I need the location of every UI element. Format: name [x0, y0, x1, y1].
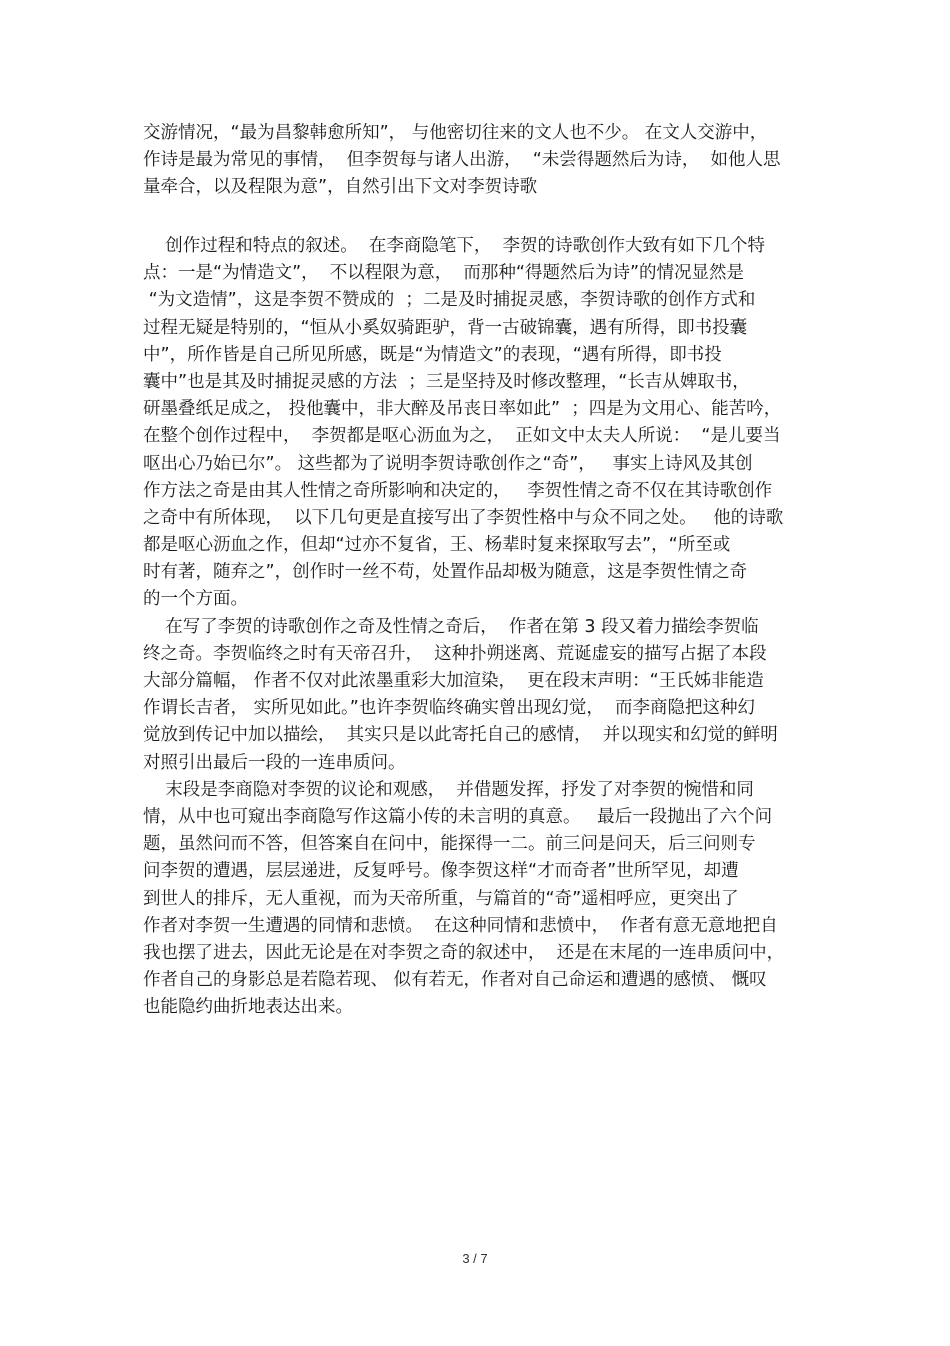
- text-line: 作方法之奇是由其人性情之奇所影响和决定的， 李贺性情之奇不仅在其诗歌创作: [143, 480, 773, 501]
- text-line: 呕出心乃始已尔”。 这些都为了说明李贺诗歌创作之“奇”， 事实上诗风及其创: [143, 453, 753, 474]
- text-line: 作诗是最为常见的事情， 但李贺每与诸人出游， “未尝得题然后为诗， 如他人思: [143, 150, 781, 171]
- text-line: 之奇中有所体现， 以下几句更是直接写出了李贺性格中与众不同之处。 他的诗歌: [143, 507, 784, 528]
- text-line: 的一个方面。: [143, 589, 248, 610]
- text-line: 我也摆了进去，因此无论是在对李贺之奇的叙述中， 还是在末尾的一连串质问中，: [143, 942, 785, 963]
- text-line: 都是呕心沥血之作，但却“过亦不复省，王、杨辈时复来探取写去”，“所至或: [143, 535, 731, 556]
- text-line: 点：一是“为情造文”， 不以程限为意， 而那种“得题然后为诗”的情况显然是: [143, 263, 745, 284]
- page-number: 3 / 7: [462, 1251, 488, 1266]
- text-line: 大部分篇幅， 作者不仅对此浓墨重彩大加渲染， 更在段末声明：“王氏姊非能造: [143, 671, 764, 691]
- text-line: 对照引出最后一段的一连串质问。: [143, 752, 406, 773]
- text-line: 题，虽然问而不答，但答案自在问中，能探得一二。前三问是问天，后三问则专: [143, 834, 756, 855]
- text-line: 情，从中也可窥出李商隐写作这篇小传的未言明的真意。 最后一段抛出了六个问: [143, 806, 773, 827]
- text-line: 觉放到传记中加以描绘， 其实只是以此寄托自己的感情， 并以现实和幻觉的鲜明: [143, 725, 778, 746]
- text-line: 研墨叠纸足成之， 投他囊中，非大醉及吊丧日率如此” ；四是为文用心、能苦吟，: [143, 399, 782, 420]
- text-line: 过程无疑是特别的，“恒从小奚奴骑距驴，背一古破锦囊，遇有所得，即书投囊: [143, 317, 748, 338]
- text-line: “为文造情”，这是李贺不赞成的 ；二是及时捕捉灵感，李贺诗歌的创作方式和: [143, 290, 756, 311]
- text-line: 在整个创作过程中， 李贺都是呕心沥血为之， 正如文中太夫人所说： “是儿要当: [143, 426, 781, 447]
- text-line: 中”，所作皆是自己所见所感，既是“为情造文”的表现，“遇有所得，即书投: [143, 344, 722, 365]
- text-line: 终之奇。李贺临终之时有天帝召升， 这种扑朔迷离、荒诞虚妄的描写占据了本段: [143, 643, 767, 664]
- paragraph-block-intro: [143, 120, 813, 202]
- text-line: 创作过程和特点的叙述。 在李商隐笔下， 李贺的诗歌创作大致有如下几个特: [143, 236, 765, 256]
- text-line: 作者自己的身影总是若隐若现、 似有若无，作者对自己命运和遭遇的感愤、 慨叹: [143, 970, 767, 991]
- text-line: 到世人的排斥，无人重视，而为天帝所重，与篇首的“奇”遥相呼应，更突出了: [143, 888, 739, 909]
- text-line: 也能隐约曲折地表达出来。: [143, 997, 353, 1018]
- text-line: 囊中”也是其及时捕捉灵感的方法 ；三是坚持及时修改整理，“长吉从婢取书，: [143, 371, 750, 392]
- text-line: 量牵合，以及程限为意”，自然引出下文对李贺诗歌: [143, 177, 538, 198]
- text-line: 交游情况，“最为昌黎韩愈所知”， 与他密切往来的文人也不少。 在文人交游中，: [143, 123, 768, 143]
- text-line: 作者对李贺一生遭遇的同情和悲愤。 在这种同情和悲愤中， 作者有意无意地把自: [143, 915, 778, 936]
- paragraph-block-main: [143, 233, 813, 1021]
- text-line: 在写了李贺的诗歌创作之奇及性情之奇后， 作者在第 3 段又着力描绘李贺临: [143, 616, 759, 637]
- text-line: 时有著，随弃之”，创作时一丝不苟，处置作品却极为随意，这是李贺性情之奇: [143, 562, 748, 583]
- text-line: 作谓长吉者， 实所见如此。”也许李贺临终确实曾出现幻觉， 而李商隐把这种幻: [143, 698, 756, 719]
- text-line: 末段是李商隐对李贺的议论和观感， 并借题发挥，抒发了对李贺的惋惜和同: [143, 779, 754, 800]
- text-line: 问李贺的遭遇，层层递进，反复呼号。像李贺这样“才而奇者”世所罕见，却遭: [143, 861, 739, 882]
